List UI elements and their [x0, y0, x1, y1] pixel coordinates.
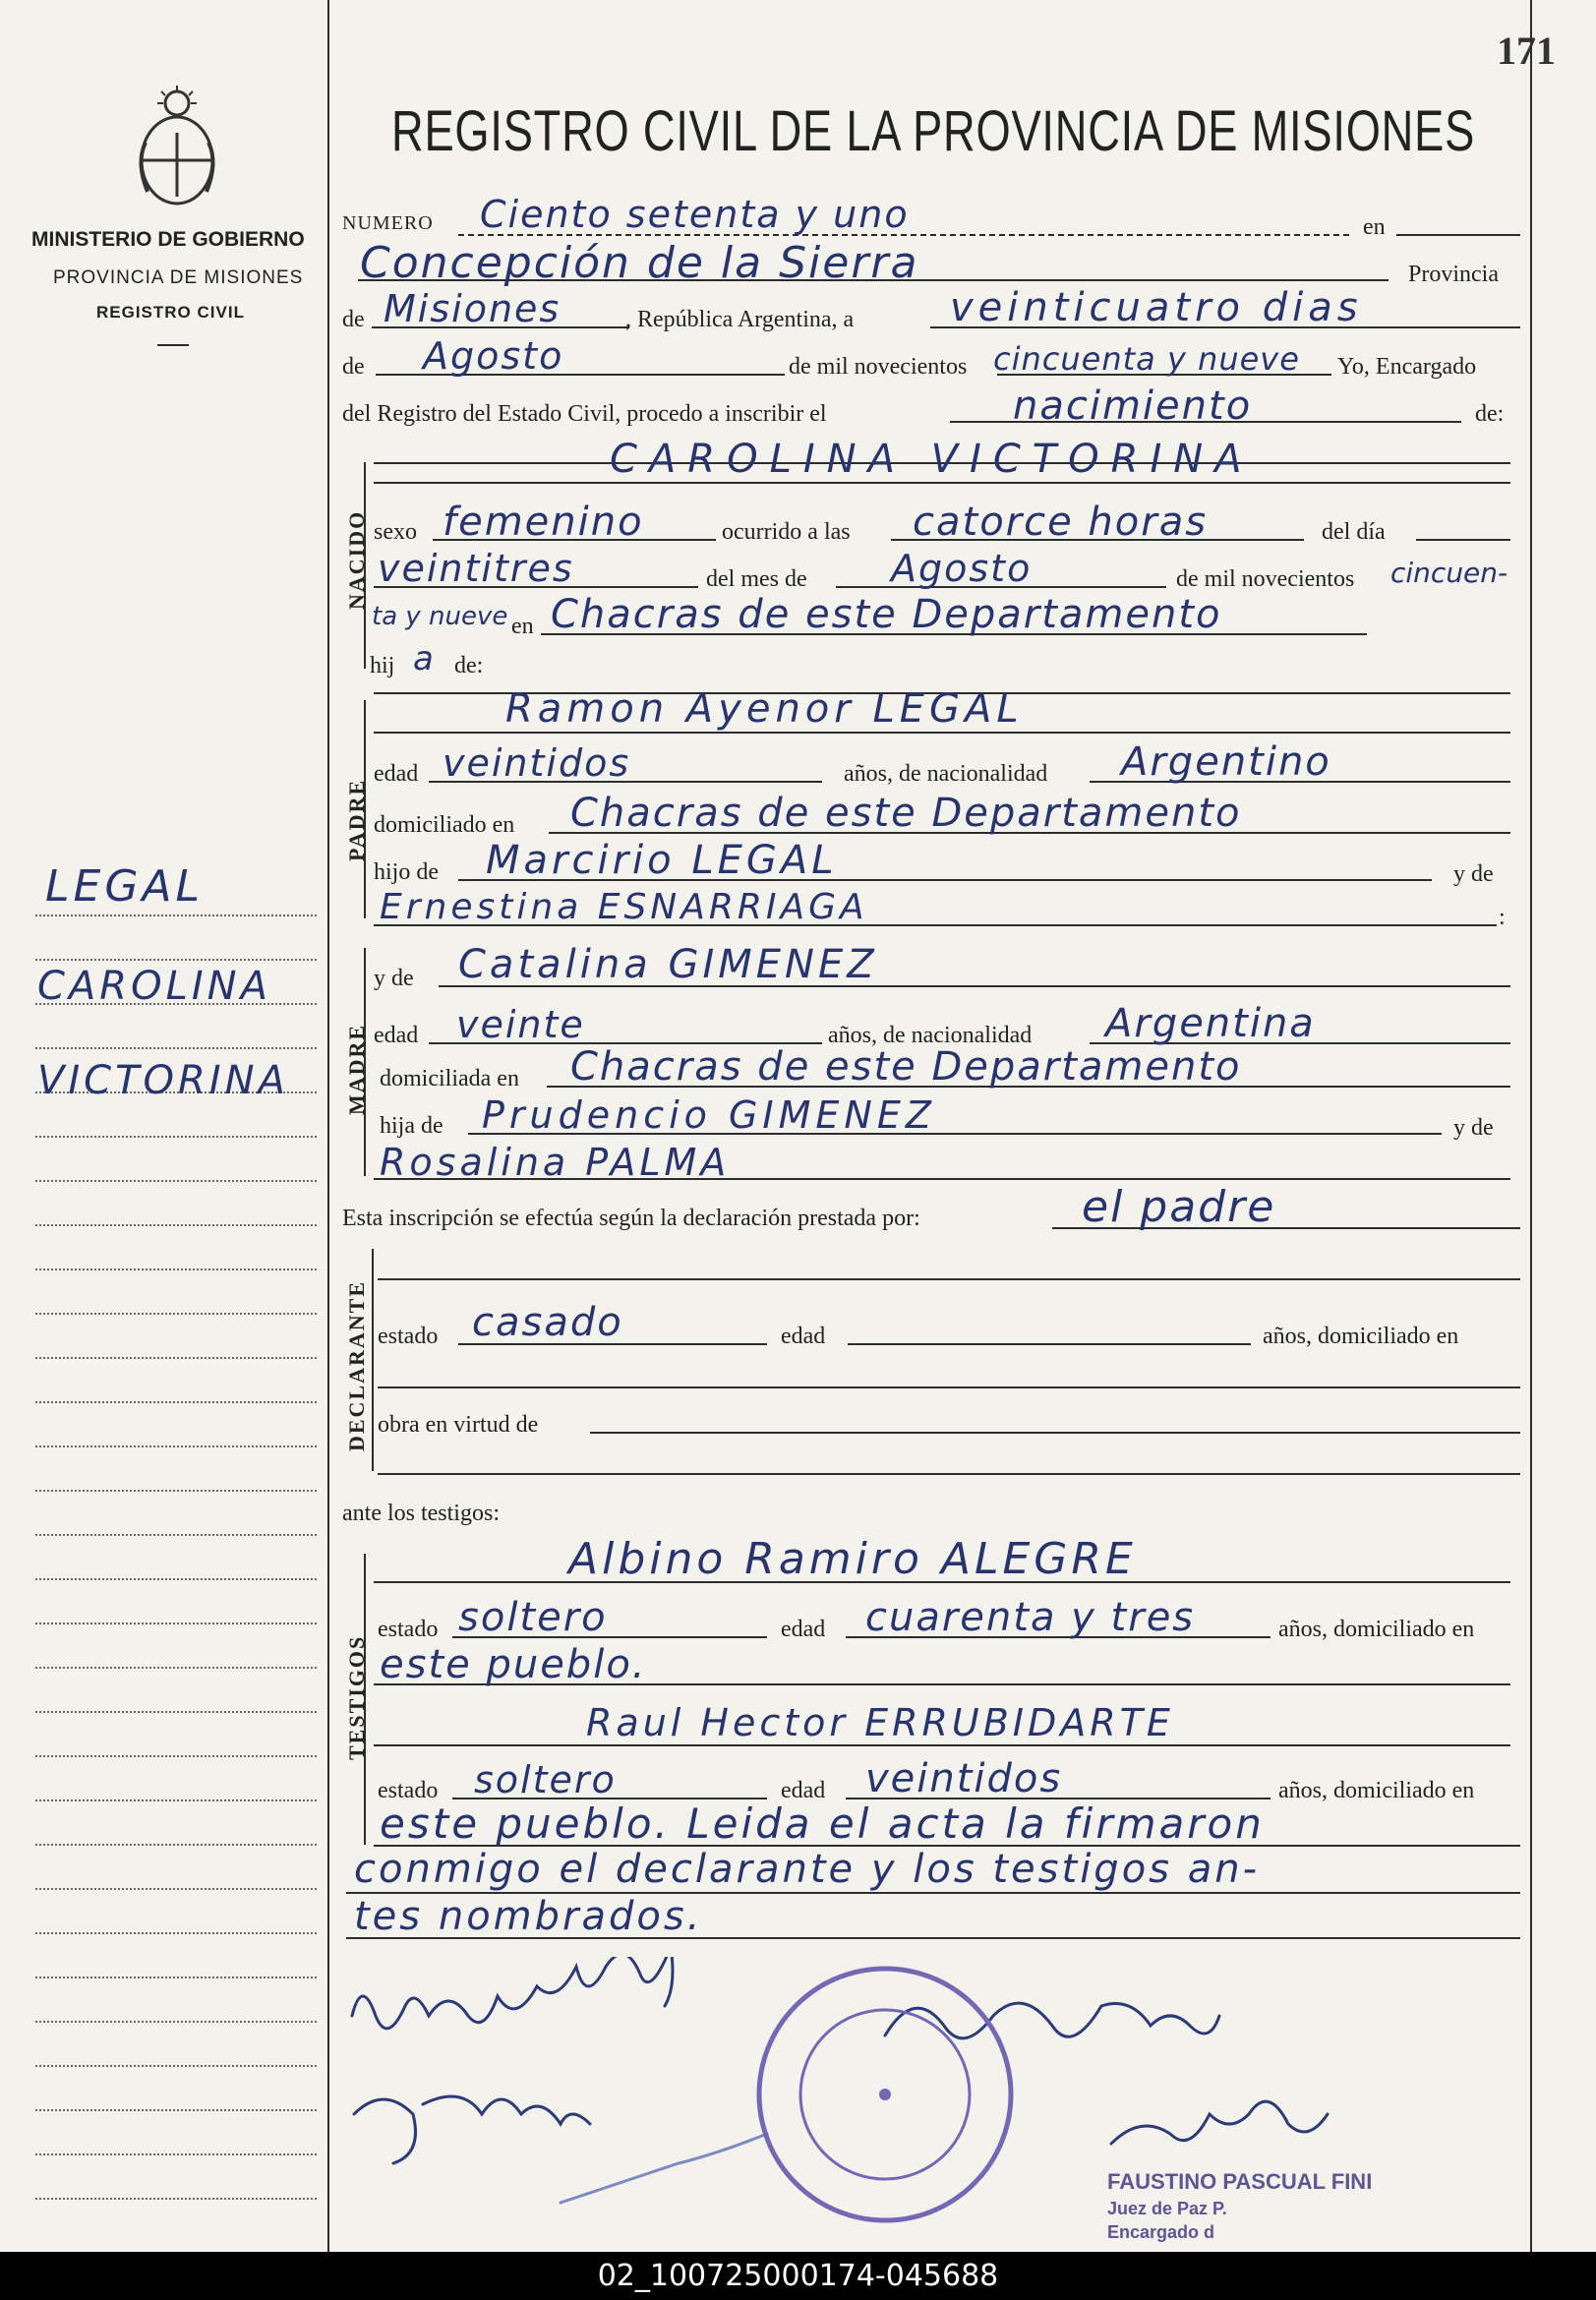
margin-ruled-line [35, 1047, 317, 1049]
hand-padre-nac: Argentino [1121, 739, 1331, 785]
margin-ruled-line [35, 1534, 317, 1536]
hand-dia-nac: veintitres [378, 547, 574, 590]
margin-ruled-line [35, 2065, 317, 2067]
line-padre [374, 732, 1510, 734]
line-decl-2 [378, 1386, 1520, 1388]
hand-hij-suffix: a [413, 639, 436, 678]
label-dom-padre: domiciliado en [374, 812, 515, 838]
label-padre: PADRE [344, 778, 369, 861]
hand-t1-edad: cuarenta y tres [865, 1595, 1196, 1640]
label-de-2: de [342, 354, 365, 380]
margin-ruled-line [35, 1711, 317, 1713]
margin-ruled-line [35, 1667, 317, 1669]
label-anos-dom-t1: años, domiciliado en [1278, 1617, 1475, 1642]
footer-image-id: 02_100725000174-045688 [0, 2252, 1596, 2300]
hand-nombre: CAROLINA VICTORINA [610, 437, 1254, 482]
line-edad-decl [848, 1343, 1251, 1345]
hand-provincia: Misiones [384, 287, 562, 330]
label-hija-de: hija de [380, 1113, 443, 1139]
signature-padre-icon [352, 1957, 673, 2029]
hand-padre-nombre: Ramon Ayenor LEGAL [505, 686, 1024, 732]
label-anos-nac-madre: años, de nacionalidad [828, 1023, 1033, 1048]
hand-testigo2: Raul Hector ERRUBIDARTE [586, 1701, 1174, 1744]
label-y-de-padre: y de [1453, 861, 1494, 887]
label-edad-t1: edad [781, 1617, 826, 1642]
line-en [1396, 234, 1520, 236]
label-estado-t2: estado [378, 1778, 439, 1803]
label-y-de-madre-2: y de [1453, 1115, 1494, 1141]
hand-lugar: Concepción de la Sierra [360, 238, 919, 288]
label-anos-dom-t2: años, domiciliado en [1278, 1778, 1475, 1803]
official-title-1: Juez de Paz P. [1107, 2199, 1227, 2218]
hand-padre-edad: veintidos [443, 741, 631, 785]
hand-hora: catorce horas [913, 500, 1209, 545]
margin-ruled-line [35, 2153, 317, 2155]
hand-cierre-3: tes nombrados. [354, 1894, 703, 1939]
label-provincia: Provincia [1408, 262, 1499, 287]
hand-madre-padre: Prudencio GIMENEZ [482, 1093, 936, 1137]
margin-ruled-line [35, 1578, 317, 1580]
margin-ruled-line [35, 959, 317, 961]
margin-ruled-line [35, 1799, 317, 1801]
official-name: FAUSTINO PASCUAL FINI [1107, 2169, 1373, 2194]
line-testigo2 [374, 1744, 1510, 1746]
signature-encargado-icon [1111, 2101, 1328, 2144]
label-numero: NUMERO [342, 212, 434, 234]
margin-ruled-line [35, 1755, 317, 1757]
line-nombre [374, 482, 1510, 484]
label-dom-madre: domiciliada en [380, 1066, 519, 1091]
margin-ruled-line [35, 1976, 317, 1978]
hand-anio-nac-2: ta y nueve [372, 602, 508, 631]
right-border [1530, 0, 1532, 2252]
hand-numero: Ciento setenta y uno [480, 193, 910, 236]
hand-acto: nacimiento [1013, 383, 1253, 429]
label-hij: hij [370, 653, 395, 678]
hand-testigo1: Albino Ramiro ALEGRE [568, 1534, 1137, 1584]
hand-decl-estado: casado [472, 1300, 623, 1345]
hand-madre-edad: veinte [456, 1003, 585, 1046]
margin-ruled-line [35, 1844, 317, 1846]
label-testigos: TESTIGOS [344, 1634, 369, 1760]
margin-ruled-line [35, 1888, 317, 1890]
header-rule [157, 344, 189, 346]
margin-ruled-line [35, 1313, 317, 1315]
coat-of-arms-icon [126, 84, 228, 211]
official-title-2: Encargado d [1107, 2222, 1215, 2242]
hand-anio-nac-1: cincuen- [1390, 557, 1508, 589]
label-edad-madre: edad [374, 1023, 419, 1048]
official-stamp-icon [759, 1969, 1011, 2220]
margin-ruled-line [35, 1401, 317, 1403]
margin-ruled-line [35, 1180, 317, 1182]
hand-padre-padre: Marcirio LEGAL [486, 838, 838, 883]
label-edad-decl: edad [781, 1324, 826, 1349]
hand-declarante: el padre [1082, 1182, 1276, 1232]
label-sexo: sexo [374, 519, 417, 545]
margin-ruled-line [35, 914, 317, 916]
margin-ruled-line [35, 1932, 317, 1934]
hand-t2-estado: soltero [474, 1758, 617, 1801]
margin-ruled-line [35, 2021, 317, 2023]
label-edad-padre: edad [374, 761, 419, 787]
margin-ruled-line [35, 1622, 317, 1624]
hand-madre-nombre: Catalina GIMENEZ [458, 942, 878, 987]
label-hijo-de: hijo de [374, 859, 439, 885]
ministry-name: MINISTERIO DE GOBIERNO [31, 228, 305, 251]
label-y-de-madre: y de [374, 966, 414, 991]
label-de-mil-nov-2: de mil novecientos [1176, 566, 1355, 592]
hand-cierre-1: este pueblo. Leida el acta la firmaron [380, 1799, 1265, 1848]
page-number: 171 [1497, 29, 1556, 73]
label-en-nac: en [511, 614, 534, 639]
label-colon-padre: : [1499, 905, 1506, 930]
margin-ruled-line [35, 1445, 317, 1447]
signatures-area [334, 1957, 1514, 2242]
label-estado-decl: estado [378, 1324, 439, 1349]
hand-mes-nac: Agosto [891, 547, 1033, 590]
province-name: PROVINCIA DE MISIONES [53, 267, 304, 288]
line-del-dia [1416, 539, 1510, 541]
hand-madre-dom: Chacras de este Departamento [570, 1044, 1242, 1090]
hand-madre-nac: Argentina [1105, 1001, 1316, 1046]
hand-sexo: femenino [443, 500, 644, 545]
line-decl-1 [378, 1278, 1520, 1280]
margin-ruled-line [35, 2198, 317, 2200]
label-del-mes: del mes de [706, 566, 807, 592]
margin-ruled-line [35, 1357, 317, 1359]
label-madre: MADRE [344, 1023, 369, 1115]
label-de-colon: de: [1475, 401, 1505, 427]
hand-padre-dom: Chacras de este Departamento [570, 791, 1242, 836]
margin-ruled-line [35, 2109, 317, 2111]
margin-ruled-line [35, 1490, 317, 1492]
label-declarante: DECLARANTE [344, 1279, 369, 1451]
label-edad-t2: edad [781, 1778, 826, 1803]
label-yo-encargado: Yo, Encargado [1337, 354, 1477, 380]
document-title: REGISTRO CIVIL DE LA PROVINCIA DE MISIONES [391, 99, 1476, 163]
line-obra [590, 1432, 1520, 1434]
margin-ruled-line [35, 1224, 317, 1226]
margin-ruled-line [35, 1268, 317, 1270]
signature-testigo-icon [885, 2003, 1219, 2038]
label-anos-dom-decl: años, domiciliado en [1263, 1324, 1459, 1349]
margin-divider [327, 0, 329, 2252]
margin-second-name: VICTORINA [37, 1058, 289, 1103]
margin-ruled-line [35, 1136, 317, 1138]
registry-name: REGISTRO CIVIL [96, 303, 245, 322]
label-ante-testigos: ante los testigos: [342, 1501, 500, 1526]
hand-t1-estado: soltero [458, 1595, 608, 1640]
hand-madre-madre: Rosalina PALMA [380, 1141, 731, 1184]
hand-t2-edad: veintidos [865, 1756, 1063, 1801]
declarante-bracket [372, 1249, 374, 1471]
hand-mes: Agosto [423, 334, 564, 378]
margin-first-name: CAROLINA [37, 964, 271, 1009]
label-anos-nac-padre: años, de nacionalidad [844, 761, 1048, 787]
line-decl-3 [378, 1473, 1520, 1475]
hand-t1-dom: este pueblo. [380, 1642, 647, 1687]
label-de-mil-nov: de mil novecientos [789, 354, 968, 380]
hand-anio: cincuenta y nueve [993, 340, 1300, 378]
label-inscripcion: Esta inscripción se efectúa según la declaración prestada por: [342, 1206, 920, 1231]
label-del-registro: del Registro del Estado Civil, procedo a inscribir el [342, 401, 827, 427]
label-republica: , República Argentina, a [625, 307, 855, 332]
margin-surname: LEGAL [45, 861, 205, 912]
hand-dia: veinticuatro dias [950, 285, 1363, 330]
label-en: en [1363, 214, 1386, 240]
label-de-1: de [342, 307, 365, 332]
hand-lugar-nac: Chacras de este Departamento [551, 592, 1222, 637]
label-hij-de: de: [454, 653, 484, 678]
hand-padre-madre: Ernestina ESNARRIAGA [380, 887, 868, 927]
label-obra: obra en virtud de [378, 1412, 539, 1438]
label-nacido: NACIDO [344, 509, 369, 610]
label-ocurrido: ocurrido a las [722, 519, 851, 545]
hand-cierre-2: conmigo el declarante y los testigos an- [354, 1847, 1261, 1892]
signature-declarante-icon [354, 2096, 590, 2163]
label-del-dia: del día [1322, 519, 1386, 545]
label-estado-t1: estado [378, 1617, 439, 1642]
